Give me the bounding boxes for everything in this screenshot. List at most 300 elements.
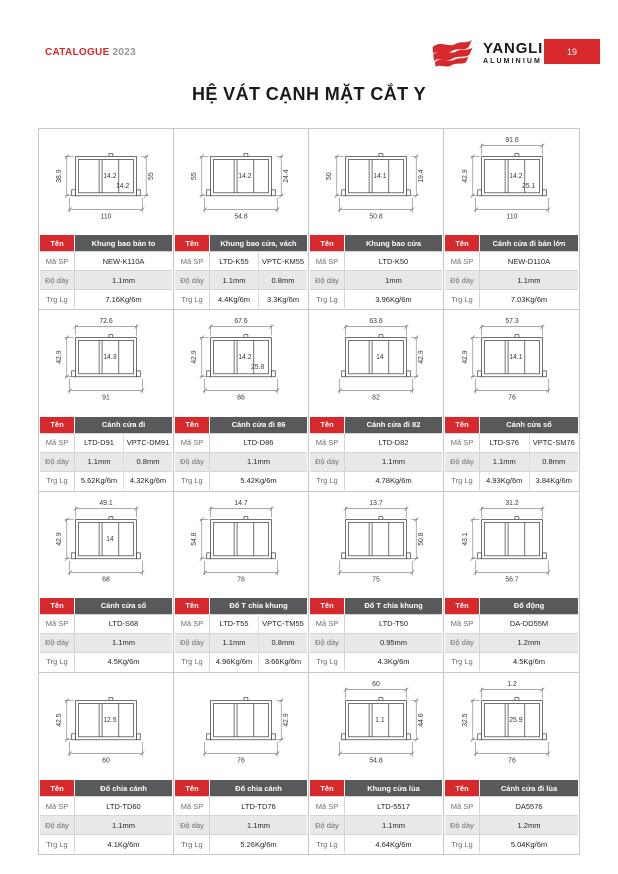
spec-value-item: Cánh cửa đi bản lớn: [492, 238, 566, 248]
spec-label: Mã SP: [175, 434, 210, 452]
spec-row: [40, 598, 172, 614]
spec-value-item: 5.62Kg/6m: [80, 476, 118, 485]
spec-row: [445, 815, 578, 834]
spec-label: Độ dày: [310, 271, 345, 289]
spec-label: Mã SP: [175, 252, 210, 270]
thickness-value: [75, 271, 172, 289]
brand-subtitle: ALUMINIUM: [483, 58, 542, 65]
profile-drawing: [310, 675, 442, 777]
spec-label: Tên: [445, 235, 480, 251]
spec-label: Mã SP: [445, 615, 480, 633]
drawing-area: [444, 492, 579, 598]
spec-value-item: 4.32Kg/6m: [123, 472, 172, 490]
spec-label: Trg Lg: [40, 290, 75, 308]
spec-label: Mã SP: [310, 434, 345, 452]
spec-row: [445, 289, 578, 308]
profile-drawing: [175, 494, 307, 596]
spec-table: [40, 780, 172, 853]
weight-value: [210, 290, 307, 308]
profile-name: [210, 598, 307, 614]
spec-row: [175, 251, 307, 270]
spec-value-item: 5.26Kg/6m: [240, 839, 277, 849]
catalogue-mark: [45, 47, 136, 58]
spec-row: [310, 289, 442, 308]
spec-row: [445, 452, 578, 471]
spec-value-item: 1.1mm: [112, 820, 135, 830]
spec-value-item: 3.66Kg/6m: [258, 653, 307, 671]
profile-cell: [174, 492, 309, 673]
spec-table: [445, 780, 578, 853]
spec-label: Trg Lg: [310, 653, 345, 671]
spec-label: Trg Lg: [445, 653, 480, 671]
spec-row: [175, 815, 307, 834]
spec-row: [310, 235, 442, 251]
dimension-label: 76: [507, 394, 516, 402]
spec-label: Mã SP: [40, 434, 75, 452]
thickness-value: [75, 816, 172, 834]
spec-value-item: 1.1mm: [382, 820, 405, 830]
spec-value-item: 1.1mm: [247, 457, 270, 466]
profile-name: [75, 235, 172, 251]
weight-value: [210, 835, 307, 853]
dimension-label: 91.6: [504, 136, 519, 144]
spec-row: [175, 598, 307, 614]
weight-value: [210, 472, 307, 490]
spec-row: [175, 270, 307, 289]
profile-drawing: [40, 312, 172, 414]
spec-value-item: 7.03Kg/6m: [510, 294, 548, 304]
spec-value-item: LTD-S76: [489, 438, 519, 447]
dimension-label: 43.1: [461, 532, 469, 546]
dimension-label: 54.8: [369, 757, 383, 765]
spec-label: Độ dày: [175, 816, 210, 834]
spec-label: Mã SP: [445, 797, 480, 815]
product-code: [345, 252, 442, 270]
thickness-value: [210, 634, 307, 652]
spec-value-item: Cánh cửa đi 82: [366, 420, 421, 429]
spec-label: Trg Lg: [445, 290, 480, 308]
product-code: [210, 434, 307, 452]
product-code: [75, 434, 172, 452]
dimension-label: 14.2: [508, 173, 523, 181]
spec-label: Độ dày: [310, 634, 345, 652]
profile-name: [480, 235, 578, 251]
profile-grid: [38, 128, 580, 855]
spec-value-item: 3.96Kg/6m: [375, 294, 412, 304]
dimension-label: 42.9: [418, 350, 426, 365]
profile-drawing: [40, 675, 172, 777]
spec-label: Độ dày: [40, 816, 75, 834]
spec-row: [40, 834, 172, 853]
spec-label: Tên: [40, 235, 75, 251]
weight-value: [75, 835, 172, 853]
spec-value-item: 7.16Kg/6m: [105, 294, 142, 304]
spec-row: [445, 417, 578, 433]
spec-value-item: 1.1mm: [87, 457, 111, 466]
weight-value: [480, 835, 578, 853]
page-header: [45, 36, 600, 70]
profile-name: [75, 417, 172, 433]
profile-cell: [174, 129, 309, 310]
product-code: [210, 252, 307, 270]
spec-label: Tên: [310, 417, 345, 433]
weight-value: [480, 472, 578, 490]
spec-value-item: 0.8mm: [123, 453, 172, 471]
profile-name: [345, 235, 442, 251]
dimension-label: 67.6: [234, 318, 248, 326]
spec-label: Tên: [445, 598, 480, 614]
spec-row: [40, 633, 172, 652]
spec-table: [175, 235, 307, 308]
spec-label: Tên: [445, 417, 480, 433]
spec-label: Mã SP: [445, 252, 480, 270]
product-code: [345, 615, 442, 633]
spec-row: [40, 251, 172, 270]
spec-row: [40, 614, 172, 633]
profile-cell: [39, 673, 174, 854]
thickness-value: [345, 453, 442, 471]
dimension-label: 14.1: [508, 354, 523, 362]
spec-row: [40, 780, 172, 796]
dimension-label: 14.2: [103, 173, 117, 181]
spec-row: [40, 417, 172, 433]
spec-value-item: 1.1mm: [112, 275, 135, 285]
profile-cell: [39, 129, 174, 310]
spec-row: [310, 796, 442, 815]
spec-value-item: LTD-S68: [108, 619, 139, 629]
spec-row: [40, 796, 172, 815]
spec-row: [40, 815, 172, 834]
spec-label: Độ dày: [40, 453, 75, 471]
spec-row: [40, 433, 172, 452]
weight-value: [75, 472, 172, 490]
spec-value-item: Cánh cửa đi lùa: [500, 783, 558, 793]
dimension-label: 55: [148, 172, 156, 181]
spec-label: Mã SP: [310, 252, 345, 270]
spec-row: [175, 834, 307, 853]
weight-value: [210, 653, 307, 671]
spec-label: Độ dày: [310, 453, 345, 471]
product-code: [480, 252, 578, 270]
dimension-label: 14.2: [238, 173, 252, 181]
spec-label: Trg Lg: [40, 653, 75, 671]
spec-table: [445, 598, 578, 671]
spec-value-item: 1.1mm: [222, 638, 246, 648]
drawing-area: [309, 129, 443, 235]
dimension-label: 82: [372, 394, 380, 402]
product-code: [480, 434, 578, 452]
spec-value-item: 4.5Kg/6m: [107, 657, 140, 667]
spec-value-item: LTD-T50: [378, 619, 409, 629]
spec-row: [310, 471, 442, 490]
dimension-label: 42.9: [55, 532, 63, 546]
spec-table: [310, 417, 442, 490]
spec-label: Tên: [175, 235, 210, 251]
spec-row: [40, 270, 172, 289]
spec-label: Trg Lg: [310, 290, 345, 308]
spec-row: [310, 417, 442, 433]
dimension-label: 56.7: [504, 575, 519, 583]
spec-label: Độ dày: [40, 634, 75, 652]
brand-name: YANGLI: [483, 40, 544, 57]
brand-flag-icon: [430, 37, 476, 69]
dimension-label: 44.6: [418, 713, 426, 728]
spec-table: [445, 417, 578, 490]
spec-row: [175, 452, 307, 471]
thickness-value: [210, 271, 307, 289]
dimension-label: 68: [102, 575, 110, 583]
spec-table: [40, 235, 172, 308]
spec-value-item: 1.1mm: [382, 457, 405, 466]
profile-drawing: [310, 312, 442, 414]
spec-value-item: DA5576: [515, 801, 543, 811]
drawing-area: [39, 673, 173, 780]
dimension-label: 25.1: [521, 183, 535, 191]
spec-row: [310, 433, 442, 452]
profile-name: [480, 598, 578, 614]
spec-label: Mã SP: [445, 434, 480, 452]
drawing-area: [39, 310, 173, 416]
spec-value-item: 1.1mm: [247, 820, 270, 830]
spec-label: Độ dày: [40, 271, 75, 289]
spec-value-item: Đố T chia khung: [229, 601, 288, 611]
spec-row: [40, 471, 172, 490]
spec-row: [175, 417, 307, 433]
profile-cell: [309, 310, 444, 491]
spec-table: [40, 417, 172, 490]
profile-name: [345, 417, 442, 433]
spec-table: [175, 417, 307, 490]
profile-cell: [309, 673, 444, 854]
dimension-label: 42.9: [461, 169, 469, 183]
spec-row: [445, 433, 578, 452]
spec-row: [310, 815, 442, 834]
dimension-label: 55: [190, 172, 198, 181]
dimension-label: 50.8: [369, 213, 383, 221]
dimension-label: 1.2: [506, 681, 517, 689]
profile-drawing: [446, 131, 578, 233]
spec-label: Độ dày: [445, 453, 480, 471]
spec-value-item: Đố T chia khung: [364, 601, 423, 611]
drawing-area: [444, 310, 579, 416]
spec-value-item: LTD-T55: [219, 619, 249, 629]
spec-value-item: LTD-TD60: [106, 801, 141, 811]
product-code: [345, 797, 442, 815]
profile-cell: [39, 492, 174, 673]
spec-value-item: VPTC-KM55: [258, 252, 307, 270]
profile-name: [480, 780, 578, 796]
spec-row: [40, 235, 172, 251]
spec-row: [445, 471, 578, 490]
spec-value-item: 1.1mm: [517, 275, 541, 285]
spec-row: [175, 796, 307, 815]
spec-table: [310, 598, 442, 671]
spec-label: Độ dày: [175, 634, 210, 652]
spec-value-item: Khung bao cửa: [365, 238, 422, 248]
spec-label: Trg Lg: [40, 472, 75, 490]
spec-row: [310, 270, 442, 289]
dimension-label: 86: [237, 394, 245, 402]
spec-label: Trg Lg: [445, 835, 480, 853]
spec-value-item: NEW-D110A: [507, 256, 551, 266]
product-code: [210, 615, 307, 633]
spec-value-item: 0.95mm: [379, 638, 408, 648]
spec-label: Mã SP: [40, 615, 75, 633]
spec-value-item: Khung cửa lùa: [367, 783, 420, 793]
thickness-value: [345, 634, 442, 652]
spec-row: [40, 289, 172, 308]
profile-name: [480, 417, 578, 433]
spec-table: [175, 780, 307, 853]
spec-value-item: Cánh cửa đi 86: [231, 420, 286, 429]
spec-label: Trg Lg: [40, 835, 75, 853]
dimension-label: 49.1: [99, 499, 113, 507]
spec-row: [445, 834, 578, 853]
drawing-area: [309, 492, 443, 598]
dimension-label: 50.8: [418, 532, 426, 546]
spec-label: Trg Lg: [175, 472, 210, 490]
spec-label: Tên: [175, 598, 210, 614]
profile-name: [345, 780, 442, 796]
profile-name: [210, 235, 307, 251]
dimension-label: 1.1: [375, 717, 385, 725]
dimension-label: 24.4: [283, 169, 291, 183]
dimension-label: 50: [325, 172, 333, 181]
spec-label: Tên: [175, 417, 210, 433]
product-code: [75, 797, 172, 815]
thickness-value: [480, 634, 578, 652]
dimension-label: 76: [237, 575, 245, 583]
dimension-label: 14.1: [373, 173, 387, 181]
profile-drawing: [446, 675, 578, 777]
spec-value-item: 4.78Kg/6m: [375, 476, 412, 485]
spec-value-item: 4.64Kg/6m: [375, 839, 412, 849]
profile-name: [75, 598, 172, 614]
spec-label: Tên: [175, 780, 210, 796]
dimension-label: 14: [106, 535, 114, 543]
spec-value-item: Đố động: [513, 601, 545, 611]
spec-value-item: 1.1mm: [112, 638, 135, 648]
profile-name: [75, 780, 172, 796]
dimension-label: 54.8: [234, 213, 248, 221]
dimension-label: 42.9: [461, 350, 469, 365]
dimension-label: 63.6: [369, 318, 383, 326]
spec-row: [445, 633, 578, 652]
profile-drawing: [310, 131, 442, 233]
spec-value-item: 1.1mm: [492, 457, 516, 466]
product-code: [75, 252, 172, 270]
spec-label: Trg Lg: [445, 472, 480, 490]
drawing-area: [39, 492, 173, 598]
spec-row: [175, 471, 307, 490]
dimension-label: 38.9: [55, 169, 63, 183]
spec-value-item: Đố chia cánh: [100, 783, 147, 793]
page-number-badge: 19: [544, 39, 600, 64]
profile-drawing: [175, 131, 307, 233]
spec-label: Tên: [40, 598, 75, 614]
spec-value-item: 5.42Kg/6m: [240, 476, 277, 485]
spec-label: Mã SP: [40, 797, 75, 815]
product-code: [210, 797, 307, 815]
spec-row: [445, 780, 578, 796]
weight-value: [345, 290, 442, 308]
spec-row: [310, 614, 442, 633]
drawing-area: [39, 129, 173, 235]
dimension-label: 42.9: [55, 350, 63, 365]
profile-drawing: [310, 494, 442, 596]
dimension-label: 14.3: [103, 354, 117, 362]
spec-value-item: 4.4Kg/6m: [217, 294, 251, 304]
spec-value-item: Cánh cửa sổ: [506, 420, 552, 429]
weight-value: [480, 653, 578, 671]
spec-value-item: LTD-K55: [219, 256, 249, 266]
dimension-label: 76: [237, 757, 245, 765]
profile-cell: [174, 310, 309, 491]
catalogue-year: 2023: [112, 47, 136, 58]
weight-value: [345, 835, 442, 853]
spec-row: [445, 614, 578, 633]
spec-label: Tên: [40, 780, 75, 796]
spec-value-item: LTD-TD76: [241, 801, 276, 811]
dimension-label: 91: [102, 394, 110, 402]
weight-value: [75, 290, 172, 308]
weight-value: [75, 653, 172, 671]
spec-value-item: 4.3Kg/6m: [377, 657, 410, 667]
spec-value-item: 4.1Kg/6m: [107, 839, 140, 849]
drawing-area: [309, 673, 443, 780]
profile-name: [210, 417, 307, 433]
dimension-label: 57.3: [504, 318, 519, 326]
dimension-label: 14.7: [234, 499, 248, 507]
spec-value-item: 1.2mm: [517, 820, 541, 830]
spec-row: [310, 251, 442, 270]
spec-label: Tên: [310, 780, 345, 796]
spec-row: [310, 780, 442, 796]
profile-cell: [444, 129, 579, 310]
spec-row: [310, 598, 442, 614]
profile-name: [210, 780, 307, 796]
profile-cell: [444, 310, 579, 491]
spec-row: [175, 652, 307, 671]
spec-label: Độ dày: [175, 453, 210, 471]
drawing-area: [444, 673, 579, 780]
spec-row: [310, 452, 442, 471]
weight-value: [345, 472, 442, 490]
spec-value-item: Khung bao bản to: [91, 238, 156, 248]
spec-label: Độ dày: [445, 634, 480, 652]
spec-table: [40, 598, 172, 671]
spec-label: Mã SP: [310, 615, 345, 633]
spec-value-item: LTD-D91: [84, 438, 114, 447]
profile-drawing: [446, 494, 578, 596]
spec-row: [445, 796, 578, 815]
product-code: [480, 797, 578, 815]
thickness-value: [480, 453, 578, 471]
spec-row: [175, 633, 307, 652]
dimension-label: 76: [507, 757, 516, 765]
spec-label: Mã SP: [175, 797, 210, 815]
dimension-label: 110: [100, 213, 112, 221]
thickness-value: [75, 453, 172, 471]
drawing-area: [174, 492, 308, 598]
thickness-value: [480, 816, 578, 834]
spec-label: Tên: [40, 417, 75, 433]
spec-value-item: 0.8mm: [258, 634, 307, 652]
dimension-label: 12.5: [103, 717, 117, 725]
spec-label: Trg Lg: [310, 835, 345, 853]
catalogue-label: CATALOGUE: [45, 47, 110, 58]
dimension-label: 42.9: [283, 713, 291, 728]
